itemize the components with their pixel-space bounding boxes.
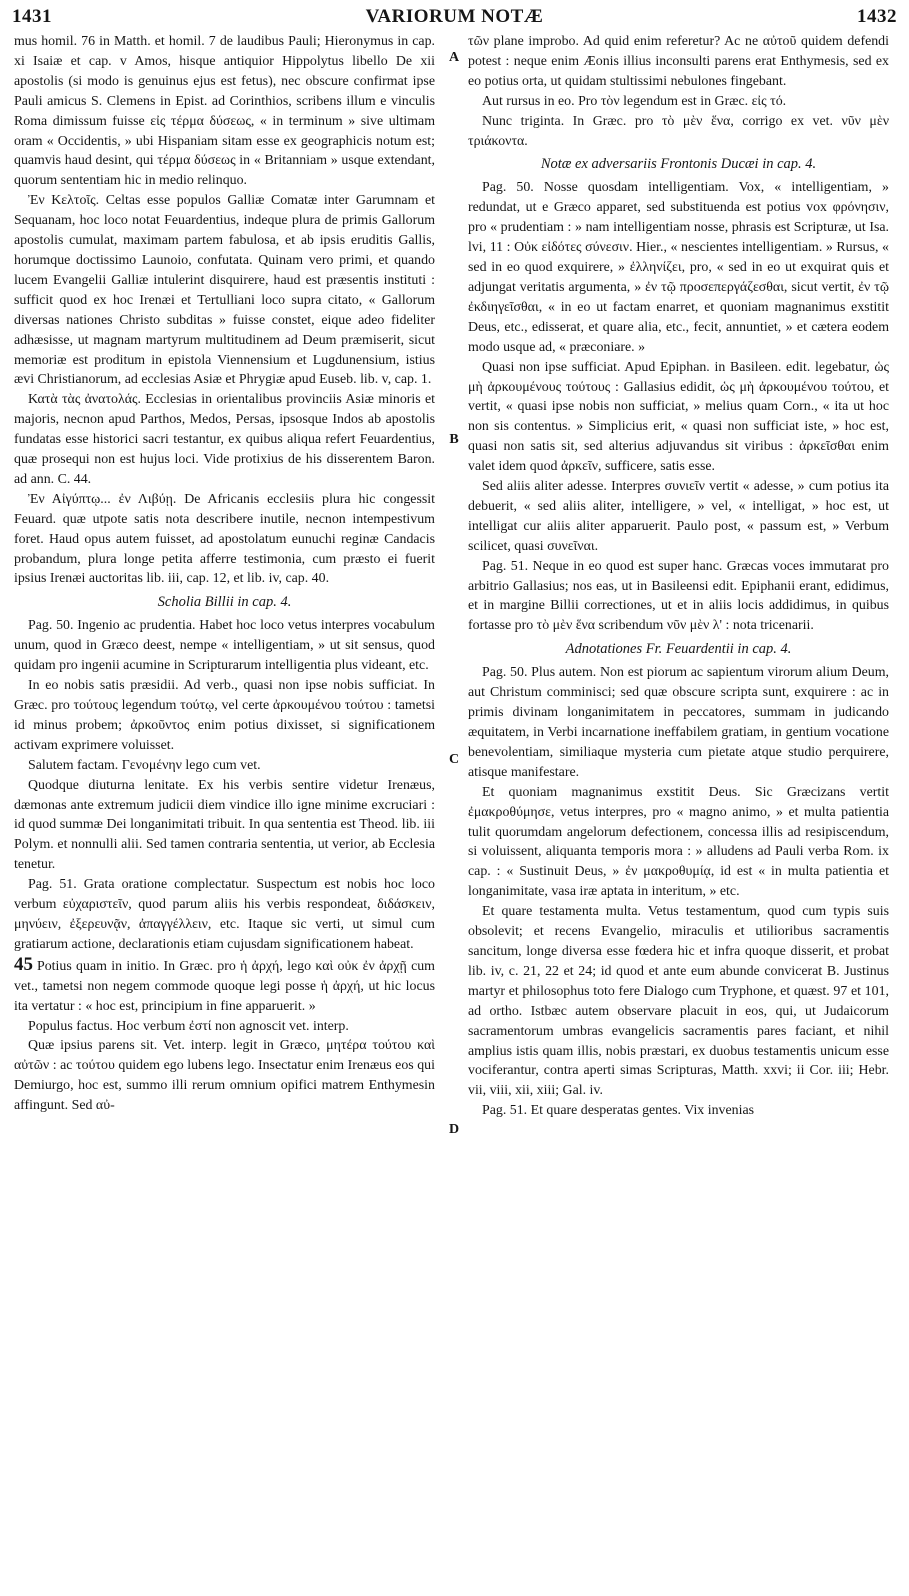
paragraph-text: Pag. 50. Nosse quosdam intelligentiam. Vox, « intelligentiam, » redundat, ut e Græco apparet, sed substituenda est potius vox φρόνησιν, pro « prudentiam : » nam intelligentiam nosse, phrasis est Scripturæ, ut Isa. lvi, 11 : Οὐκ εἰδότες σύνεσιν. Hier., « nescientes intelligentiam. » Rursus, « sed in eo quod exquirere, » ἐλληνίζει, pro, « sed in eo ut exquirat quis et adjungat veritatis argumenta, » ἐν τῷ προσεπεργάζεσθαι, sicut vertit, ἐν τῷ ἐκδιηγεῖσθαι, « in eo ut factam enarret, et quoniam magnanimus exstitit Deus, etc., edisserat, et quare alia, etc., fecit, annuntiet, » et cætera eodem modo usque ad, « præconiare. »: [468, 180, 889, 355]
paragraph: [14, 490, 435, 590]
page-number-left: 1431: [12, 6, 52, 27]
paragraph: [468, 902, 889, 1101]
paragraph-text: Sed aliis aliter adesse. Interpres συνιεῖν vertit « adesse, » cum potius ita debuerit, « sed aliis aliter, intelligere, » vel, « intelligat, » hoc est, ut intelligat cur aliis aliter apparuerit. Paulo post, « passum est, » Verbum scilicet, quasi συνεῖναι.: [468, 479, 889, 554]
margin-letter-d: D: [448, 1122, 460, 1137]
paragraph: [14, 390, 435, 490]
paragraph-text: Quæ ipsius parens sit. Vet. interp. legit in Græco, μητέρα τούτου καὶ αὐτῶν : ac τούτου quidem ego lubens lego. Insectatur enim Irenæus eos qui Demiurgo, hoc est, summo illi rerum omnium opifici matrem Enthymesin affingunt. Sed αὐ-: [14, 1038, 435, 1114]
paragraph: [468, 663, 889, 782]
section-heading: Notæ ex adversariis Frontonis Ducæi in cap. 4.: [540, 156, 817, 173]
paragraph-text: Pag. 51. Neque in eo quod est super hanc. Græcas voces immutarat pro arbitrio Gallasius; nos eas, ut in Basileensi edit. Epiphanii erant, edidimus, et in margine Billii correctiones, ut et in aliis locis addidimus, in quibus fortasse pro τὸ μὲν ἕνα scribendum νῦν μὲν λ' : nota tricenarii.: [468, 558, 889, 634]
page-number-right: 1432: [857, 6, 897, 27]
paragraph: [14, 616, 435, 676]
paragraph: [14, 776, 435, 876]
paragraph-text: In eo nobis satis præsidii. Ad verb., quasi non ipse nobis sufficiat. In Græc. pro τούτους legendum τούτῳ, vel certe ἀρκουμένου τούτου : tametsi id minus probem; ἀρκοῦντος enim potius dixisset, si significationem activam exprimere voluisset.: [14, 678, 435, 753]
paragraph-text: Et quare testamenta multa. Vetus testamentum, quod cum typis suis obsolevit; et recens Evangelio, miraculis et utilioribus sacramentis sancitum, longe diversa esse fœdera hic et infra quoque disserit, et probat lib. iv, c. 21, 22 et 24; id quod et ante eum abunde convicerat B. Justinus martyr et philosophus toto fere Dialogo cum Tryphone, et quæst. 97 et 101, ad ortho. Istbæc autem observare placuit in eos, qui, ut Judaicorum sacramentorum umbras evangelicis sacramentis pares faciant, et nihil amplius istis quam illis, nobis præstari, ex duobus testamentis unicum esse vociferantur, contra aperti simas Scripturas, Matth. xxvi; ii Cor. iii; Hebr. vii, viii, xii, xiii; Gal. iv.: [468, 904, 889, 1099]
paragraph-text: Quasi non ipse sufficiat. Apud Epiphan. in Basileen. edit. legebatur, ὡς μὴ ἀρκουμένους τούτους : Gallasius edidit, ὡς μὴ ἀρκουμένου τούτου, et vertit, « quasi ipse nobis non sufficiat, » melius quam Corn., « ita ut hoc non sis contentus. » Simplicius erit, « quasi non sufficiat iste, » hoc est, quasi non satis sit, sed alterius adjuvandus sit viribus : ἀρκεῖσθαι enim valet idem quod ἀρκεῖν, sufficere, satis esse.: [468, 359, 889, 475]
margin-letter-b: B: [449, 432, 459, 447]
paragraph-text: Quodque diuturna lenitate. Ex his verbis sentire videtur Irenæus, dæmonas ante extremum judicii diem vindice illo igne minime excruciari : id quod summæ Dei longanimitati tribuit. In qua sententia est Theod. lib. iii Polym. et nonnulli alii. Sed tamen contraria sententia, ut verior, ab Ecclesia tenetur.: [14, 777, 435, 873]
paragraph: [468, 557, 889, 637]
paragraph: [14, 1017, 435, 1037]
paragraph: [468, 783, 889, 902]
paragraph-text: Pag. 50. Ingenio ac prudentia. Habet hoc loco vetus interpres vocabulum unum, quod in Græco deest, nempe « intelligentiam, » ut sit sensus, quod quidam pro ingenii acumine in Scripturarum intelligentia plus videant, etc.: [14, 618, 435, 674]
paragraph-text: Populus factus. Hoc verbum ἐστί non agnoscit vet. interp.: [28, 1018, 349, 1034]
paragraph: [468, 477, 889, 557]
paragraph: [14, 955, 435, 1017]
paragraph: [14, 875, 435, 955]
paragraph-text: Ἐν Κελτοῖς. Celtas esse populos Galliæ Comatæ inter Garumnam et Sequanam, hoc loco notat Feuardentius, indeque plura de primis Gallorum apostolis cumulat, maximam partem fabulosa, et ab ipsis eruditis Gallis, horumque doctissimo Launoio, confutata. Quinam vero primi, et quando lucem Evangelii Galliæ intulerint disquirere, haud est præsentis instituti : sufficit quod ex hoc Irenæi et Tertulliani loco supra citato, « Gallorum diversas nationes Christo subditas » fuisse constet, eique adeo fideliter adhæsisse, ut magnam martyrum multitudinem ad Deum præmiserit, sicut memoriæ est proditum in epistola Viennensium et Lugdunensium, istius ævi Christianorum, ad ecclesias Asiæ et Phrygiæ apud Euseb. lib. v, cap. 1.: [14, 193, 435, 388]
left-column: [14, 32, 435, 1116]
paragraph-text: Aut rursus in eo. Pro τὸν legendum est in Græc. εἰς τό.: [482, 93, 787, 109]
paragraph-text: Pag. 51. Et quare desperatas gentes. Vix invenias: [482, 1103, 755, 1119]
section-heading: Scholia Billii in cap. 4.: [157, 594, 292, 611]
paragraph: [14, 32, 435, 191]
running-title: VARIORUM NOTÆ: [365, 6, 544, 27]
paragraph: [468, 92, 889, 112]
paragraph-text: Pag. 50. Plus autem. Non est piorum ac sapientum virorum alium Deum, aut Christum comminisci; sed quæ obscure scripta sunt, exquirere : ac in primis divinam longanimitatem in peccatores, summam in judicando æquitatem, in Verbi incarnatione ineffabilem gratiam, in gentium vocatione benevolentiam, similiaque mysteria cum pietate atque studio perquirere, atisque manifestare.: [468, 665, 889, 780]
right-column: [468, 32, 889, 1121]
paragraph-text: τῶν plane improbo. Ad quid enim referetur? Ac ne αὐτοῦ quidem defendi potest : neque enim Æonis illius inconsulti parens erat Enthymesis, sed ex eo potius orta, ut quidam stultissimi nebulones fingebant.: [468, 34, 889, 89]
paragraph-text: Κατὰ τὰς ἀνατολάς. Ecclesias in orientalibus provinciis Asiæ minoris et majoris, necnon apud Parthos, Medos, Persas, ipsosque Indos ab apostolis fundatas esse historici sacri testantur, ex quibus aliqua refert Feuardentius, quæ prosequi non est hujus loci. Vide protixius de his disserentem Baron. ad ann. C. 44.: [14, 392, 435, 487]
column-number: 45: [14, 953, 33, 975]
paragraph-text: Et quoniam magnanimus exstitit Deus. Sic Græcizans vertit ἐμακροθύμησε, vetus interpres, pro « magno animo, » et multa patientia tulit quorumdam angelorum defectionem, concessa illis ad resipiscendum, si voluissent, aliquanta temporis mora : » alludens ad Pauli verba Rom. ix cap. : « Sustinuit Deus, » ἐν μακροθυμίᾳ, id est « in multa patientia et longanimitate, vasa iræ aptata in interitum, » etc.: [468, 784, 889, 900]
paragraph: [14, 1036, 435, 1116]
paragraph-text: Nunc triginta. In Græc. pro τὸ μὲν ἕνα, corrigo ex vet. νῦν μὲν τριάκοντα.: [468, 113, 889, 149]
paragraph-text: Ἐν Αἰγύπτῳ... ἐν Λιβύῃ. De Africanis ecclesiis plura hic congessit Feuard. quæ utpote satis nota describere inutile, necnon intempestivum foret. Haud opus autem fuisset, ad apostolatum eunuchi reginæ Candacis probandum, plura longe petita afferre testimonia, cum præsto ei fuerit ipsius Irenæi auctoritas lib. iii, cap. 12, et lib. iv, cap. 40.: [14, 491, 435, 587]
paragraph: [468, 178, 889, 357]
paragraph: [468, 1101, 889, 1121]
paragraph: [14, 756, 435, 776]
paragraph-text: Pag. 51. Grata oratione complectatur. Suspectum est nobis hoc loco verbum εὐχαριστεῖν, quod parum aliis his verbis respondeat, διδάσκειν, μηνύειν, ἐξερευνᾷν, ἀπαγγέλλειν, etc. Itaque sic verti, ut simul cum gratiarum actione, declarationis etiam cujusdam significationem habeat.: [14, 877, 435, 952]
margin-letter-c: C: [448, 752, 460, 767]
paragraph: [14, 676, 435, 756]
paragraph-text: Salutem factam. Γενομένην lego cum vet.: [28, 757, 261, 773]
paragraph: [468, 32, 889, 92]
paragraph: [14, 191, 435, 390]
paragraph: [468, 112, 889, 152]
running-header: [12, 6, 897, 28]
margin-letter-a: A: [448, 50, 460, 65]
section-heading: Adnotationes Fr. Feuardentii in cap. 4.: [565, 641, 792, 658]
paragraph: [468, 358, 889, 477]
paragraph-text: Potius quam in initio. In Græc. pro ἡ ἀρχή, lego καὶ οὐκ ἐν ἀρχῇ cum vet., tametsi non negem commode quoque legi posse ἡ ἀρχή, ut hic locus ita vertatur : « hoc est, principium in fine apparuerit. »: [14, 958, 435, 1014]
paragraph-text: mus homil. 76 in Matth. et homil. 7 de laudibus Pauli; Hieronymus in cap. xi Isaiæ et cap. v Amos, hisque antiquior Hippolytus libello De xii apostolis (si modo is genuinus ejus est fetus), nec obscure confirmat ipse Pauli amicus S. Clemens in Epist. ad Corinthios, scribens illum e vinculis Roma dimissum fuisse εἰς τέρμα δύσεως, « in terminum » sive ultimam oram « Occidentis, » ubi Hispaniam sitam esse ex geographicis notum est; quamvis haud desint, qui τέρμα δύσεως in « Britanniam » usque extendant, quorum sententiam hic in medio relinquo.: [14, 34, 435, 189]
